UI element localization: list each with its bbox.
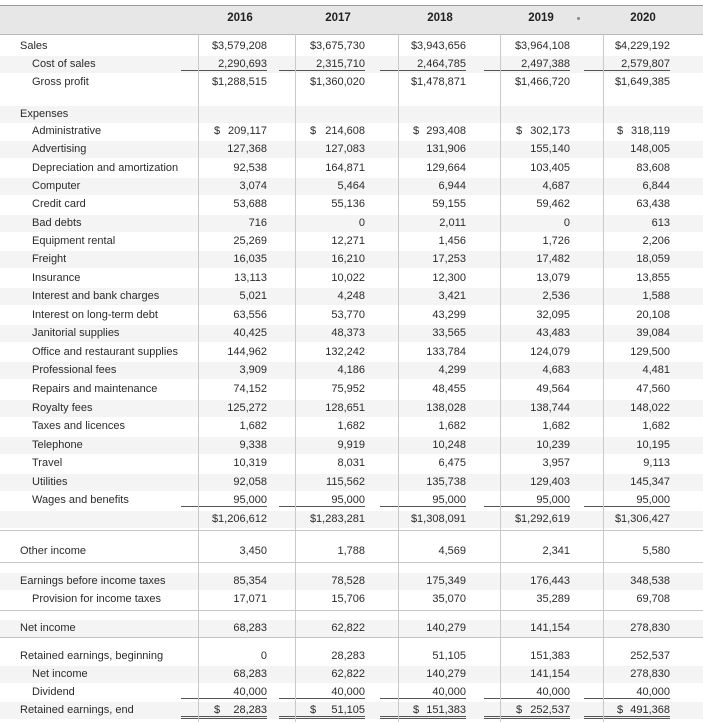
value-cell: 55,136 [331,198,365,210]
value-cell: 9,919 [337,439,365,451]
row-label: Interest on long-term debt [32,309,158,321]
value-cell: $1,206,612 [211,513,267,525]
value-cell: 68,283 [233,622,267,634]
row-label: Wages and benefits [32,494,129,506]
value-cell: 28,283 [331,650,365,662]
value-cell: 1,726 [542,235,570,247]
year-header-cell: 2016 [227,12,253,24]
value-cell: $1,466,720 [514,76,570,88]
row-label: Sales [20,40,48,52]
row-label: Net income [20,622,76,634]
value-cell: 1,682 [542,420,570,432]
value-cell: 17,253 [432,253,466,265]
column-separator [500,34,501,722]
value-cell: 3,074 [239,180,267,192]
value-cell: 17,071 [233,593,267,605]
value-cell: 716 [248,217,267,229]
value-cell: 128,651 [325,402,365,414]
value-cell: 318,119 [631,125,670,137]
value-cell: 133,784 [426,346,466,358]
value-cell: 40,000 [380,686,466,699]
row-label: Advertising [32,143,87,155]
value-cell: 1,682 [239,420,267,432]
statement-row [0,418,703,435]
value-cell: 25,269 [233,235,267,247]
value-cell: 83,608 [636,162,670,174]
value-cell: 10,195 [636,439,670,451]
statement-row [0,648,703,665]
value-cell: 5,580 [642,545,670,557]
value-cell: 33,565 [432,327,466,339]
statement-row [0,56,703,73]
statement-row [0,702,703,719]
value-cell: 92,058 [233,476,267,488]
year-header-cell: 2019 [528,12,554,24]
statement-row [0,270,703,287]
statement-row [0,178,703,195]
value-cell: 115,562 [326,476,365,488]
statement-row [0,455,703,472]
value-cell: 28,283 [181,704,267,719]
currency-symbol: $ [413,125,420,137]
value-cell: 214,608 [325,125,365,137]
value-cell: 1,588 [642,290,670,302]
statement-row [0,437,703,454]
value-cell: 32,095 [536,309,570,321]
row-label: Retained earnings, end [20,704,134,716]
statement-row [0,74,703,91]
value-cell: 2,536 [542,290,570,302]
value-cell: 293,408 [426,125,466,137]
value-cell: 209,117 [228,125,267,137]
value-cell: 13,113 [234,272,267,284]
value-cell: 2,206 [642,235,670,247]
value-cell: 95,000 [279,494,365,507]
column-separator [198,34,199,722]
value-cell: 40,000 [181,686,267,699]
row-label: Retained earnings, beginning [20,650,164,662]
value-cell: 12,300 [432,272,466,284]
value-cell: 35,289 [536,593,570,605]
value-cell: 63,438 [636,198,670,210]
value-cell: 3,957 [542,457,570,469]
value-cell: 613 [651,217,670,229]
value-cell: 2,464,785 [380,58,466,71]
row-label: Bad debts [32,217,82,229]
statement-row [0,106,703,123]
statement-row [0,38,703,55]
value-cell: $3,964,108 [514,40,570,52]
value-cell: 4,569 [438,545,466,557]
value-cell: 62,822 [331,622,365,634]
value-cell: 95,000 [181,494,267,507]
value-cell: $1,360,020 [309,76,365,88]
value-cell: 144,962 [227,346,267,358]
value-cell: 129,500 [630,346,670,358]
statement-row [0,288,703,305]
year-header-cell: 2017 [325,12,351,24]
row-label: Travel [32,457,63,469]
statement-row [0,492,703,509]
value-cell: 16,210 [331,253,365,265]
value-cell: 176,443 [530,575,570,587]
row-label: Office and restaurant supplies [32,346,178,358]
value-cell: 155,140 [530,143,570,155]
statement-row [0,573,703,590]
statement-row [0,362,703,379]
statement-row [0,620,703,637]
row-label: Repairs and maintenance [32,383,158,395]
value-cell: 20,108 [636,309,670,321]
value-cell: 132,242 [325,346,365,358]
value-cell: 16,035 [233,253,267,265]
value-cell: 6,944 [438,180,466,192]
value-cell: 5,021 [239,290,267,302]
value-cell: $3,579,208 [211,40,267,52]
value-cell: $1,478,871 [410,76,466,88]
statement-row [0,474,703,491]
value-cell: 95,000 [584,494,670,507]
value-cell: 40,000 [484,686,570,699]
statement-row [0,123,703,140]
value-cell: 175,349 [426,575,466,587]
column-separator [398,34,399,722]
row-label: Professional fees [32,364,117,376]
value-cell: 127,083 [325,143,365,155]
value-cell: 53,688 [233,198,267,210]
value-cell: $1,308,091 [410,513,466,525]
value-cell: 69,708 [636,593,670,605]
value-cell: 2,315,710 [279,58,365,71]
statement-row [0,511,703,528]
row-label: Gross profit [32,76,89,88]
value-cell: 95,000 [380,494,466,507]
value-cell: 10,319 [233,457,267,469]
value-cell: 2,290,693 [181,58,267,71]
value-cell: 0 [563,217,570,229]
value-cell: 63,556 [233,309,267,321]
value-cell: 13,079 [536,272,570,284]
value-cell: $4,229,192 [614,40,670,52]
value-cell: 3,421 [438,290,466,302]
section-divider [0,530,703,531]
currency-symbol: $ [617,704,624,716]
currency-symbol: $ [413,704,420,716]
value-cell: 348,538 [630,575,670,587]
value-cell: 4,186 [337,364,365,376]
value-cell: 78,528 [331,575,365,587]
value-cell: 13,855 [636,272,670,284]
statement-row [0,251,703,268]
row-label: Earnings before income taxes [20,575,166,587]
value-cell: $1,292,619 [514,513,570,525]
value-cell: 129,664 [426,162,466,174]
row-label: Interest and bank charges [32,290,160,302]
value-cell: 40,000 [584,686,670,699]
value-cell: 1,682 [438,420,466,432]
statement-row [0,591,703,608]
statement-row [0,307,703,324]
value-cell: 138,744 [530,402,570,414]
value-cell: 4,481 [642,364,670,376]
value-cell: 127,368 [227,143,267,155]
value-cell: 148,005 [630,143,670,155]
value-cell: 4,687 [542,180,570,192]
statement-row [0,196,703,213]
value-cell: 0 [260,650,267,662]
row-label: Telephone [32,439,83,451]
row-label: Utilities [32,476,68,488]
value-cell: 12,271 [331,235,365,247]
value-cell: 18,059 [636,253,670,265]
row-label: Expenses [20,108,69,120]
value-cell: 1,456 [438,235,466,247]
row-label: Janitorial supplies [32,327,120,339]
value-cell: 103,405 [530,162,570,174]
value-cell: 59,155 [432,198,466,210]
row-label: Credit card [32,198,86,210]
value-cell: 62,822 [331,668,365,680]
value-cell: 85,354 [233,575,267,587]
value-cell: 3,909 [239,364,267,376]
value-cell: 141,154 [530,668,570,680]
section-divider [0,562,703,563]
value-cell: 2,341 [542,545,570,557]
value-cell: 129,403 [530,476,570,488]
currency-symbol: $ [516,704,523,716]
currency-symbol: $ [214,704,221,716]
value-cell: 10,022 [331,272,365,284]
statement-row [0,344,703,361]
statement-row [0,666,703,683]
value-cell: 125,272 [227,402,267,414]
value-cell: 145,347 [630,476,670,488]
currency-symbol: $ [617,125,624,137]
value-cell: 4,683 [542,364,570,376]
currency-symbol: $ [516,125,523,137]
value-cell: 51,105 [279,704,365,719]
value-cell: 10,248 [432,439,466,451]
statement-row [0,233,703,250]
year-header-cell: 2020 [630,12,656,24]
row-label: Freight [32,253,67,265]
value-cell: 68,283 [233,668,267,680]
statement-row [0,325,703,342]
value-cell: 51,105 [432,650,466,662]
value-cell: 17,482 [536,253,570,265]
value-cell: 141,154 [530,622,570,634]
value-cell: 40,000 [279,686,365,699]
value-cell: 2,497,388 [484,58,570,71]
value-cell: $1,288,515 [211,76,267,88]
value-cell: 48,373 [331,327,365,339]
currency-symbol: $ [214,125,221,137]
statement-row [0,684,703,701]
row-label: Dividend [32,686,75,698]
value-cell: 1,682 [642,420,670,432]
statement-row [0,381,703,398]
value-cell: 124,079 [530,346,570,358]
section-divider [0,637,703,638]
value-cell: 48,455 [432,383,466,395]
value-cell: 151,383 [380,704,466,719]
value-cell: $3,675,730 [309,40,365,52]
statement-row [0,215,703,232]
value-cell: 9,338 [239,439,267,451]
value-cell: 6,844 [642,180,670,192]
value-cell: 47,560 [636,383,670,395]
statement-row [0,141,703,158]
row-label: Computer [32,180,81,192]
year-header-cell: 2018 [427,12,453,24]
currency-symbol: $ [310,704,317,716]
value-cell: 53,770 [331,309,365,321]
value-cell: 9,113 [643,457,670,469]
value-cell: 6,475 [438,457,466,469]
row-label: Cost of sales [32,58,96,70]
stray-mark [577,17,580,20]
value-cell: 15,706 [331,593,365,605]
value-cell: 302,173 [530,125,570,137]
row-label: Depreciation and amortization [32,162,179,174]
value-cell: $1,306,427 [614,513,670,525]
value-cell: 10,239 [536,439,570,451]
value-cell: 1,682 [337,420,365,432]
value-cell: 135,738 [426,476,466,488]
value-cell: 43,483 [536,327,570,339]
value-cell: 5,464 [337,180,365,192]
value-cell: 59,462 [536,198,570,210]
value-cell: 95,000 [484,494,570,507]
value-cell: 151,383 [530,650,570,662]
column-separator [295,34,296,722]
value-cell: 2,011 [439,217,466,229]
value-cell: 491,368 [584,704,670,719]
value-cell: 164,871 [325,162,365,174]
value-cell: 4,299 [438,364,466,376]
row-label: Provision for income taxes [32,593,161,605]
value-cell: $1,283,281 [309,513,365,525]
value-cell: 148,022 [630,402,670,414]
row-label: Insurance [32,272,81,284]
statement-row [0,543,703,560]
value-cell: 131,906 [426,143,466,155]
value-cell: 3,450 [239,545,267,557]
value-cell: 49,564 [536,383,570,395]
statement-row [0,160,703,177]
statement-row [0,400,703,417]
value-cell: 74,152 [233,383,267,395]
value-cell: $3,943,656 [410,40,466,52]
row-label: Equipment rental [32,235,116,247]
value-cell: 138,028 [426,402,466,414]
value-cell: 0 [358,217,365,229]
row-label: Other income [20,545,87,557]
value-cell: 75,952 [331,383,365,395]
value-cell: 92,538 [233,162,267,174]
value-cell: 1,788 [337,545,365,557]
value-cell: 35,070 [432,593,466,605]
value-cell: 40,425 [233,327,267,339]
value-cell: 278,830 [630,668,670,680]
row-label: Net income [32,668,88,680]
value-cell: 140,279 [426,668,466,680]
value-cell: 43,299 [432,309,466,321]
value-cell: 252,537 [630,650,670,662]
value-cell: 39,084 [636,327,670,339]
column-separator [603,34,604,722]
row-label: Royalty fees [32,402,93,414]
value-cell: 252,537 [484,704,570,719]
value-cell: $1,649,385 [614,76,670,88]
row-label: Taxes and licences [32,420,125,432]
value-cell: 4,248 [337,290,365,302]
value-cell: 278,830 [630,622,670,634]
section-divider [0,610,703,611]
row-label: Administrative [32,125,102,137]
currency-symbol: $ [310,125,317,137]
value-cell: 140,279 [426,622,466,634]
value-cell: 8,031 [337,457,365,469]
value-cell: 2,579,807 [584,58,670,71]
